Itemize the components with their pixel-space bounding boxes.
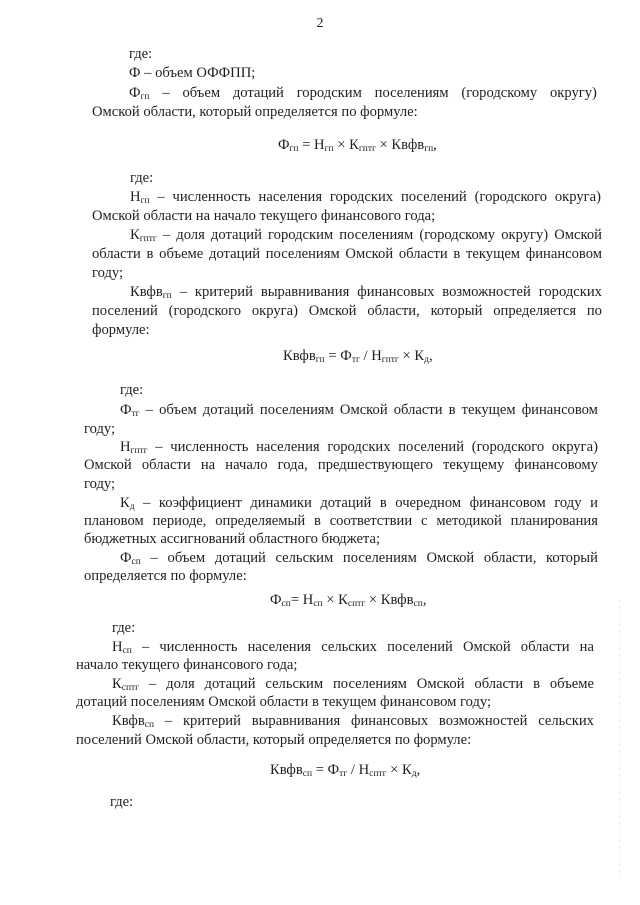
- word: –: [162, 85, 170, 101]
- word: поселениям: [374, 85, 449, 101]
- word: области,: [483, 550, 537, 566]
- text-line: дотаций поселениям Омской области в текущем финансовом году;: [76, 694, 492, 710]
- word: населения: [258, 189, 323, 205]
- justified-line: [120, 438, 598, 456]
- word: по: [586, 303, 602, 319]
- word: поселениям: [342, 550, 417, 566]
- symbol: $К_{гптг}$: [130, 227, 157, 244]
- symbol: $Н_{гптг}$: [120, 439, 148, 456]
- word: городских: [327, 439, 391, 455]
- word: сельским: [275, 550, 334, 566]
- formula: Квфв$_{сп}$ = $Ф_{тг} / Н_{сптг} \times К_д$,: [270, 762, 421, 779]
- word: возможностей: [438, 713, 528, 729]
- word: поселений: [400, 189, 467, 205]
- word: финансовом: [525, 246, 602, 262]
- word: году: [554, 495, 582, 511]
- word: финансовом: [521, 402, 598, 418]
- word: –: [145, 402, 153, 418]
- text-line: бюджетных ассигнований областного бюджета;: [84, 531, 381, 547]
- justified-line: [130, 226, 602, 244]
- word: городских: [329, 189, 394, 205]
- word: области: [474, 676, 524, 692]
- word: дотаций: [204, 676, 256, 692]
- symbol: Квфв$_{сп}$: [112, 713, 155, 730]
- word: области: [520, 639, 570, 655]
- word: поселениям: [332, 676, 407, 692]
- word: поселений: [387, 639, 453, 655]
- word: периоде,: [152, 513, 207, 529]
- justified-line: [84, 512, 598, 530]
- word: выравнивания: [251, 713, 341, 729]
- word: финансовому: [514, 457, 598, 473]
- word: коэффициент: [158, 495, 242, 511]
- word: (городского: [471, 439, 545, 455]
- justified-line: [120, 401, 598, 419]
- justified-line: [120, 494, 598, 512]
- word: доля: [166, 676, 195, 692]
- word: населения: [256, 439, 320, 455]
- word: населения: [247, 639, 312, 655]
- text-line: году;: [84, 421, 116, 437]
- word: численность: [159, 639, 238, 655]
- word: городским: [268, 227, 334, 243]
- text-line: поселений Омской области, который определяется по формуле:: [76, 732, 472, 748]
- word: (городскому: [419, 227, 496, 243]
- formula: Квфв$_{гп}$ = $Ф_{тг} / Н_{гптг} \times К_д$,: [283, 348, 433, 365]
- word: текущему: [443, 457, 505, 473]
- word: –: [162, 227, 171, 243]
- word: определяется: [493, 303, 577, 319]
- word: финансовых: [357, 284, 435, 300]
- word: поселений: [398, 439, 465, 455]
- word: соответствии: [329, 513, 413, 529]
- page-number: 2: [316, 16, 324, 31]
- word: дотаций: [232, 85, 284, 101]
- word: текущем: [461, 402, 516, 418]
- word: поселений: [92, 303, 158, 319]
- word: определяемый: [215, 513, 306, 529]
- word: объем: [182, 85, 221, 101]
- justified-line: [112, 638, 594, 656]
- word: городским: [296, 85, 362, 101]
- justified-line: [112, 675, 594, 693]
- justified-line: [92, 245, 602, 263]
- text-line: Омской области, который определяется по формуле:: [92, 104, 418, 120]
- word: области,: [367, 303, 420, 319]
- word: сельских: [538, 713, 594, 729]
- word: –: [148, 676, 157, 692]
- word: который: [546, 550, 598, 566]
- scan-edge-mark: [619, 600, 620, 880]
- word: –: [157, 189, 165, 205]
- word: –: [164, 713, 173, 729]
- word: начало: [225, 457, 268, 473]
- symbol: $Ф_{гп}$: [129, 85, 150, 102]
- word: области: [393, 402, 443, 418]
- word: Омской: [416, 676, 465, 692]
- symbol: $Ф_{тг}$: [120, 402, 140, 419]
- word: очередном: [395, 495, 462, 511]
- formula: $Ф_{гп} = Н_{гп} \times К_{гптг}$ × Квфв$_{гп}$,: [278, 137, 437, 154]
- word: объем: [167, 550, 206, 566]
- word: с: [421, 513, 428, 529]
- word: округа): [554, 189, 601, 205]
- word: текущем: [466, 246, 521, 262]
- word: (городского: [474, 189, 548, 205]
- symbol: $К_д$: [120, 495, 135, 512]
- word: Омской: [462, 639, 511, 655]
- word: дотаций: [320, 495, 372, 511]
- text-line: начало текущего финансового года;: [76, 657, 298, 673]
- text-line: где:: [130, 170, 154, 186]
- symbol: $Н_{сп}$: [112, 639, 132, 656]
- word: Омской: [308, 303, 357, 319]
- word: критерий: [194, 284, 253, 300]
- word: на: [200, 457, 216, 473]
- word: численность: [170, 439, 249, 455]
- word: округу): [549, 85, 597, 101]
- text-line: Омской области на начало текущего финансового года;: [92, 208, 436, 224]
- word: объем: [159, 402, 197, 418]
- text-line: где:: [112, 620, 136, 636]
- justified-line: [130, 283, 602, 301]
- word: года,: [277, 457, 308, 473]
- word: поселениям: [265, 246, 340, 262]
- word: области: [92, 246, 141, 262]
- word: в: [453, 246, 461, 262]
- justified-line: [112, 712, 594, 730]
- word: который: [430, 303, 483, 319]
- word: поселениям: [339, 227, 414, 243]
- word: сельских: [321, 639, 377, 655]
- word: в: [379, 495, 387, 511]
- word: Омской: [339, 402, 388, 418]
- justified-line: [120, 549, 598, 567]
- word: в: [313, 513, 321, 529]
- word: поселениям: [259, 402, 334, 418]
- word: в: [448, 402, 456, 418]
- word: объеме: [549, 676, 594, 692]
- word: –: [179, 284, 187, 300]
- word: сельским: [265, 676, 324, 692]
- word: финансовом: [469, 495, 546, 511]
- word: –: [155, 439, 163, 455]
- word: дотаций: [214, 550, 266, 566]
- word: доля: [176, 227, 205, 243]
- symbol: $Н_{гп}$: [130, 189, 150, 206]
- text-line: где:: [120, 382, 144, 398]
- word: области: [141, 457, 191, 473]
- word: в: [533, 676, 540, 692]
- word: финансовых: [351, 713, 429, 729]
- word: области: [398, 246, 448, 262]
- justified-line: [84, 456, 598, 474]
- word: дотаций: [210, 227, 262, 243]
- word: округа): [251, 303, 298, 319]
- word: численность: [172, 189, 251, 205]
- symbol: Квфв$_{гп}$: [130, 284, 172, 301]
- text-line: формуле:: [92, 322, 150, 338]
- word: на: [579, 639, 594, 655]
- word: в: [146, 246, 154, 262]
- justified-line: [92, 302, 602, 320]
- word: (городскому: [461, 85, 538, 101]
- text-line: году;: [84, 476, 116, 492]
- word: –: [143, 495, 151, 511]
- word: и: [590, 495, 598, 511]
- word: округу): [501, 227, 549, 243]
- word: –: [141, 639, 150, 655]
- text-line: году;: [92, 265, 124, 281]
- word: методикой: [436, 513, 502, 529]
- word: объеме: [159, 246, 204, 262]
- text-line: где:: [129, 46, 153, 62]
- word: критерий: [182, 713, 241, 729]
- word: Омской: [554, 227, 602, 243]
- word: плановом: [84, 513, 144, 529]
- word: (городского: [168, 303, 242, 319]
- word: –: [150, 550, 158, 566]
- word: дотаций: [209, 246, 261, 262]
- justified-line: [130, 188, 601, 206]
- symbol: $К_{сптг}$: [112, 676, 140, 693]
- word: динамики: [250, 495, 312, 511]
- text-line: где:: [110, 794, 134, 810]
- word: предшествующего: [317, 457, 433, 473]
- word: планирования: [510, 513, 598, 529]
- word: Омской: [426, 550, 475, 566]
- justified-line: [129, 84, 597, 102]
- word: Омской: [345, 246, 394, 262]
- word: возможностей: [442, 284, 531, 300]
- word: Омской: [84, 457, 132, 473]
- word: округа): [551, 439, 598, 455]
- text-line: определяется по формуле:: [84, 568, 247, 584]
- word: выравнивания: [260, 284, 350, 300]
- formula: $Ф_{сп}= Н_{сп} \times К_{сптг}$ × Квфв$_{сп}$,: [270, 592, 427, 609]
- word: городских: [538, 284, 602, 300]
- word: дотаций: [202, 402, 254, 418]
- symbol: $Ф_{сп}$: [120, 550, 141, 567]
- text-line: Ф – объем ОФФПП;: [129, 65, 256, 81]
